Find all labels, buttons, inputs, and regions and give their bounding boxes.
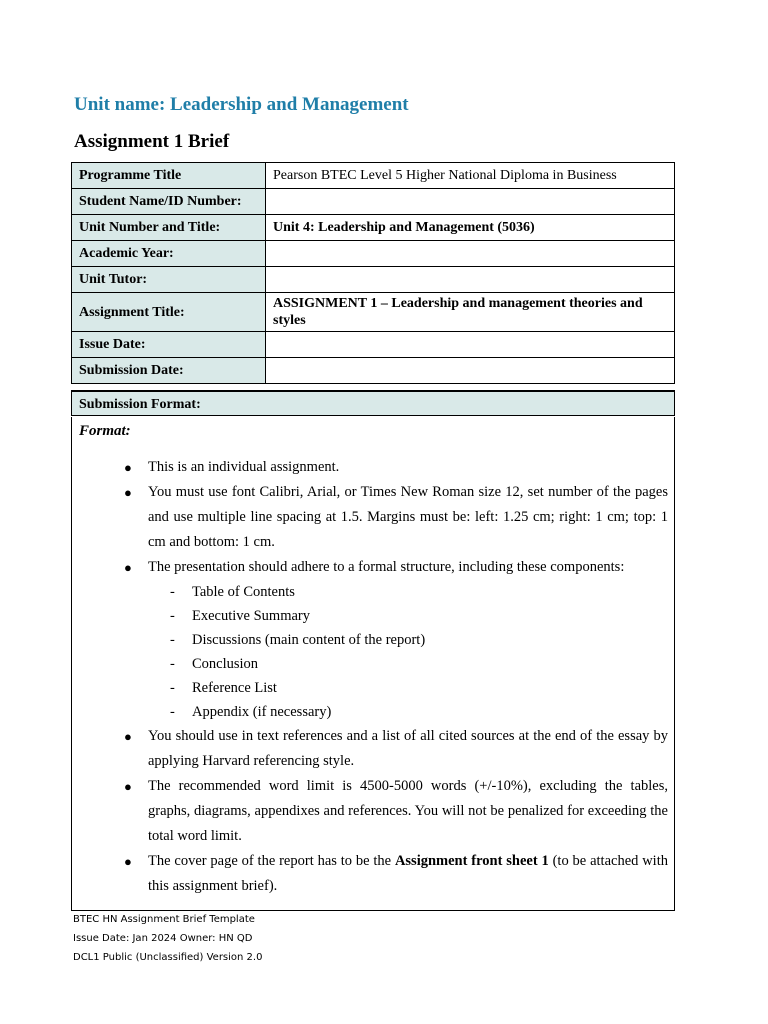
issue-date-label: Issue Date: — [72, 332, 266, 358]
academic-year-label: Academic Year: — [72, 241, 266, 267]
submission-date-label: Submission Date: — [72, 358, 266, 384]
programme-title-label: Programme Title — [72, 163, 266, 189]
footer-issue-owner: Issue Date: Jan 2024 Owner: HN QD — [73, 933, 253, 944]
dash-icon: - — [170, 608, 175, 624]
assignment-brief-title: Assignment 1 Brief — [74, 131, 230, 152]
sublist-item — [148, 700, 668, 724]
front-sheet-emphasis: Assignment front sheet 1 — [394, 853, 549, 869]
academic-year-value[interactable] — [266, 241, 675, 267]
format-section — [71, 417, 675, 911]
dash-icon: - — [170, 680, 175, 696]
list-item — [124, 724, 668, 774]
unit-number-value: Unit 4: Leadership and Management (5036) — [266, 215, 675, 241]
unit-tutor-label: Unit Tutor: — [72, 267, 266, 293]
components-sublist — [148, 580, 668, 724]
sublist-text: Discussions (main content of the report) — [192, 632, 426, 648]
dash-icon: - — [170, 656, 175, 672]
sublist-item — [148, 676, 668, 700]
sublist-item — [148, 628, 668, 652]
sublist-text: Conclusion — [192, 656, 259, 672]
sublist-text: Reference List — [192, 680, 277, 696]
footer-classification: DCL1 Public (Unclassified) Version 2.0 — [73, 952, 263, 963]
sublist-item — [148, 604, 668, 628]
table-row — [72, 163, 675, 189]
assignment-title-label: Assignment Title: — [72, 293, 266, 332]
bullet-text: This is an individual assignment. — [148, 459, 340, 475]
bullet-icon: ● — [124, 854, 132, 869]
bullet-text: You should use in text references and a list of all cited sources at the end of the essay by applying Harvard referencing style. — [148, 728, 668, 769]
submission-date-value[interactable] — [266, 358, 675, 384]
table-row — [72, 215, 675, 241]
list-item — [124, 774, 668, 849]
table-row — [72, 267, 675, 293]
table-row — [72, 358, 675, 384]
programme-title-value: Pearson BTEC Level 5 Higher National Diploma in Business — [266, 163, 675, 189]
table-row — [72, 293, 675, 332]
sublist-text: Table of Contents — [192, 584, 295, 600]
unit-tutor-value[interactable] — [266, 267, 675, 293]
unit-name-heading: Unit name: Leadership and Management — [74, 94, 409, 115]
list-item — [124, 555, 668, 724]
bullet-icon: ● — [124, 779, 132, 794]
submission-format-heading: Submission Format: — [71, 390, 675, 416]
footer-template-name: BTEC HN Assignment Brief Template — [73, 914, 255, 925]
bullet-icon: ● — [124, 485, 132, 500]
unit-number-label: Unit Number and Title: — [72, 215, 266, 241]
assignment-title-value: ASSIGNMENT 1 – Leadership and management theories and styles — [266, 293, 675, 332]
student-name-value[interactable] — [266, 189, 675, 215]
sublist-item — [148, 580, 668, 604]
assignment-info-table — [71, 162, 675, 384]
dash-icon: - — [170, 704, 175, 720]
table-row — [72, 189, 675, 215]
sublist-text: Appendix (if necessary) — [192, 704, 332, 720]
dash-icon: - — [170, 632, 175, 648]
bullet-text-before: The cover page of the report has to be the — [148, 853, 395, 869]
sublist-text: Executive Summary — [192, 608, 310, 624]
issue-date-value[interactable] — [266, 332, 675, 358]
list-item — [124, 455, 668, 480]
format-label: Format: — [79, 423, 131, 439]
student-name-label: Student Name/ID Number: — [72, 189, 266, 215]
bullet-text: You must use font Calibri, Arial, or Times New Roman size 12, set number of the pages and use multiple line spacing at 1.5. Margins must be: left: 1.25 cm; right: 1 cm; top: 1 cm and bottom: 1 cm. — [148, 484, 668, 550]
bullet-text: The presentation should adhere to a formal structure, including these components: — [148, 559, 625, 575]
dash-icon: - — [170, 584, 175, 600]
bullet-text-after: (to be attached with this assignment brief). — [148, 853, 668, 894]
format-bullet-list — [124, 455, 668, 899]
bullet-text: The recommended word limit is 4500-5000 words (+/-10%), excluding the tables, graphs, diagrams, appendixes and references. You will not be penalized for exceeding the total word limit. — [148, 778, 668, 844]
list-item — [124, 849, 668, 899]
bullet-icon: ● — [124, 460, 132, 475]
table-row — [72, 241, 675, 267]
table-row — [72, 332, 675, 358]
bullet-icon: ● — [124, 560, 132, 575]
list-item — [124, 480, 668, 555]
bullet-icon: ● — [124, 729, 132, 744]
sublist-item — [148, 652, 668, 676]
